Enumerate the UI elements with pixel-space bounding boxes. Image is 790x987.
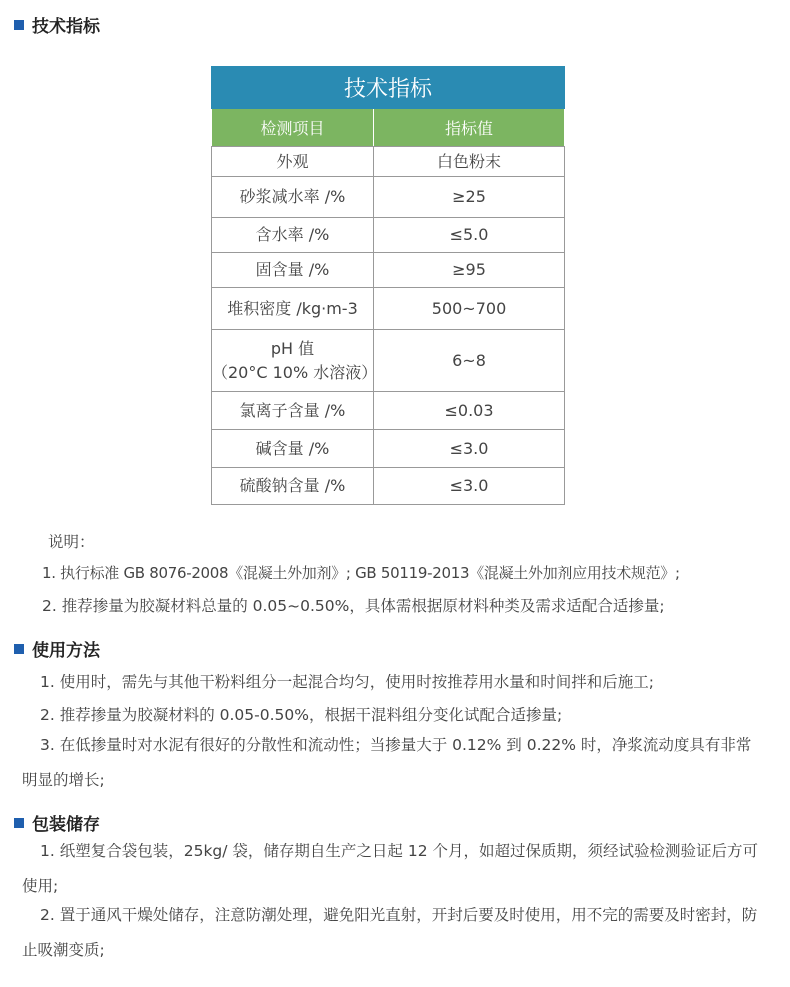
table-row [212, 253, 565, 288]
notes-heading: 说明： [48, 533, 95, 551]
table-row [212, 430, 565, 468]
table-row [212, 218, 565, 253]
column-header-item: 检测项目 [212, 109, 374, 147]
column-header-value: 指标值 [374, 109, 565, 147]
table-row [212, 177, 565, 218]
cell-item: 固含量 /% [212, 253, 374, 288]
table-row [212, 468, 565, 505]
cell-item: 碱含量 /% [212, 430, 374, 468]
spec-table [211, 66, 565, 505]
cell-value: 500~700 [374, 288, 565, 330]
cell-value: ≥25 [374, 177, 565, 218]
cell-item-line: pH 值 [270, 339, 315, 359]
section-heading-packaging [14, 810, 100, 835]
cell-item: 含水率 /% [212, 218, 374, 253]
cell-item [212, 330, 378, 392]
table-row [212, 392, 565, 430]
section-heading-tech-specs [14, 12, 100, 37]
table-row [212, 330, 565, 392]
cell-item: 外观 [212, 147, 374, 177]
cell-value: ≤5.0 [374, 218, 565, 253]
cell-item: 硫酸钠含量 /% [212, 468, 374, 505]
usage-item: 3. 在低掺量时对水泥有很好的分散性和流动性；当掺量大于 0.12% 到 0.22% 时，净浆流动度具有非常明显的增长; [22, 736, 752, 789]
cell-value: 白色粉末 [374, 147, 565, 177]
cell-item-line: （20°C 10% 水溶液） [212, 362, 378, 382]
note-item: 1. 执行标准 GB 8076-2008《混凝土外加剂》; GB 50119-2013《混凝土外加剂应用技术规范》; [42, 564, 680, 582]
square-bullet-icon [14, 20, 24, 30]
table-row [212, 147, 565, 177]
cell-item: 砂浆减水率 /% [212, 177, 374, 218]
usage-item: 1. 使用时，需先与其他干粉料组分一起混合均匀，使用时按推荐用水量和时间拌和后施工; [40, 673, 654, 691]
section-heading-label: 技术指标 [32, 17, 100, 37]
cell-item: 堆积密度 /kg·m-3 [212, 288, 374, 330]
section-heading-label: 包装储存 [32, 815, 100, 835]
cell-value: ≤3.0 [374, 430, 565, 468]
cell-value: ≤0.03 [374, 392, 565, 430]
packaging-item: 2. 置于通风干燥处储存，注意防潮处理，避免阳光直射，开封后要及时使用，用不完的需要及时密封，防止吸潮变质; [22, 906, 758, 959]
section-heading-label: 使用方法 [32, 641, 100, 661]
table-title: 技术指标 [212, 67, 565, 109]
cell-item: 氯离子含量 /% [212, 392, 374, 430]
section-heading-usage [14, 636, 100, 661]
packaging-item: 1. 纸塑复合袋包装，25kg/ 袋，储存期自生产之日起 12 个月，如超过保质期，须经试验检测验证后方可使用; [22, 842, 758, 895]
table-row [212, 288, 565, 330]
square-bullet-icon [14, 644, 24, 654]
square-bullet-icon [14, 818, 24, 828]
usage-item: 2. 推荐掺量为胶凝材料的 0.05-0.50%，根据干混料组分变化试配合适掺量; [40, 706, 563, 724]
cell-value: ≥95 [374, 253, 565, 288]
cell-value: ≤3.0 [374, 468, 565, 505]
cell-value: 6~8 [374, 330, 565, 392]
note-item: 2. 推荐掺量为胶凝材料总量的 0.05~0.50%，具体需根据原材料种类及需求适配合适掺量; [42, 597, 665, 615]
